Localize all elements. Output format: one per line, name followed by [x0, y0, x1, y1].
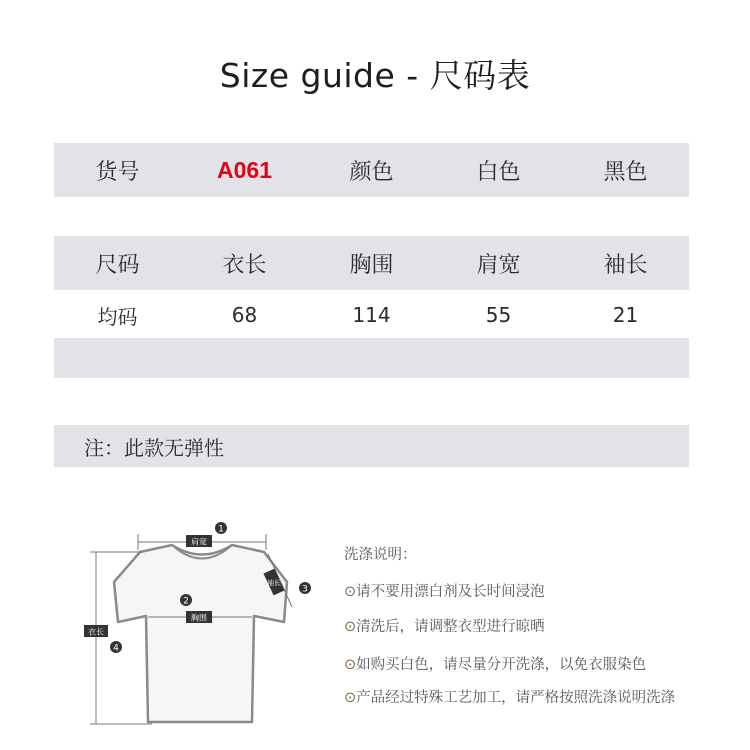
marker-2: 2 — [183, 596, 189, 607]
label-shoulder: 肩宽 — [191, 537, 207, 547]
tshirt-outline — [114, 545, 287, 722]
bullet-icon: ⊙ — [344, 584, 357, 600]
label-item: 货号 — [95, 159, 140, 185]
page-title: Size guide - 尺码表 — [219, 56, 531, 95]
marker-4: 4 — [113, 643, 119, 654]
label-color: 颜色 — [349, 159, 394, 185]
cell-chest: 114 — [352, 303, 391, 327]
header-size: 尺码 — [95, 252, 140, 278]
cell-shoulder: 55 — [485, 303, 512, 327]
header-length: 衣长 — [222, 252, 267, 278]
cell-length: 68 — [231, 303, 258, 327]
color-black: 黑色 — [603, 159, 648, 185]
care-item: ⊙请不要用漂白剂及长时间浸泡 — [344, 584, 545, 600]
color-white: 白色 — [476, 159, 521, 185]
size-header-row — [54, 236, 689, 290]
table-row — [54, 292, 689, 338]
label-chest: 胸围 — [191, 613, 207, 623]
item-code: A061 — [217, 156, 272, 183]
marker-3: 3 — [302, 584, 308, 595]
bullet-icon: ⊙ — [344, 690, 357, 706]
label-length: 衣长 — [88, 627, 104, 637]
marker-1: 1 — [218, 524, 224, 535]
empty-band — [54, 338, 689, 378]
label-sleeve: 袖长 — [267, 579, 281, 587]
tshirt-diagram — [82, 512, 322, 734]
care-item: ⊙产品经过特殊工艺加工，请严格按照洗涤说明洗涤 — [344, 690, 676, 706]
care-item: ⊙清洗后，请调整衣型进行晾晒 — [344, 619, 545, 635]
cell-sleeve: 21 — [612, 303, 639, 327]
bullet-icon: ⊙ — [344, 619, 357, 635]
care-item: ⊙如购买白色，请尽量分开洗涤，以免衣服染色 — [344, 657, 647, 673]
product-row — [54, 143, 689, 197]
header-shoulder: 肩宽 — [476, 252, 521, 278]
cell-size: 均码 — [97, 304, 138, 329]
care-title: 洗涤说明： — [344, 547, 417, 563]
note: 注：此款无弹性 — [54, 425, 689, 467]
header-chest: 胸围 — [349, 252, 394, 278]
bullet-icon: ⊙ — [344, 657, 357, 673]
header-sleeve: 袖长 — [603, 252, 648, 278]
